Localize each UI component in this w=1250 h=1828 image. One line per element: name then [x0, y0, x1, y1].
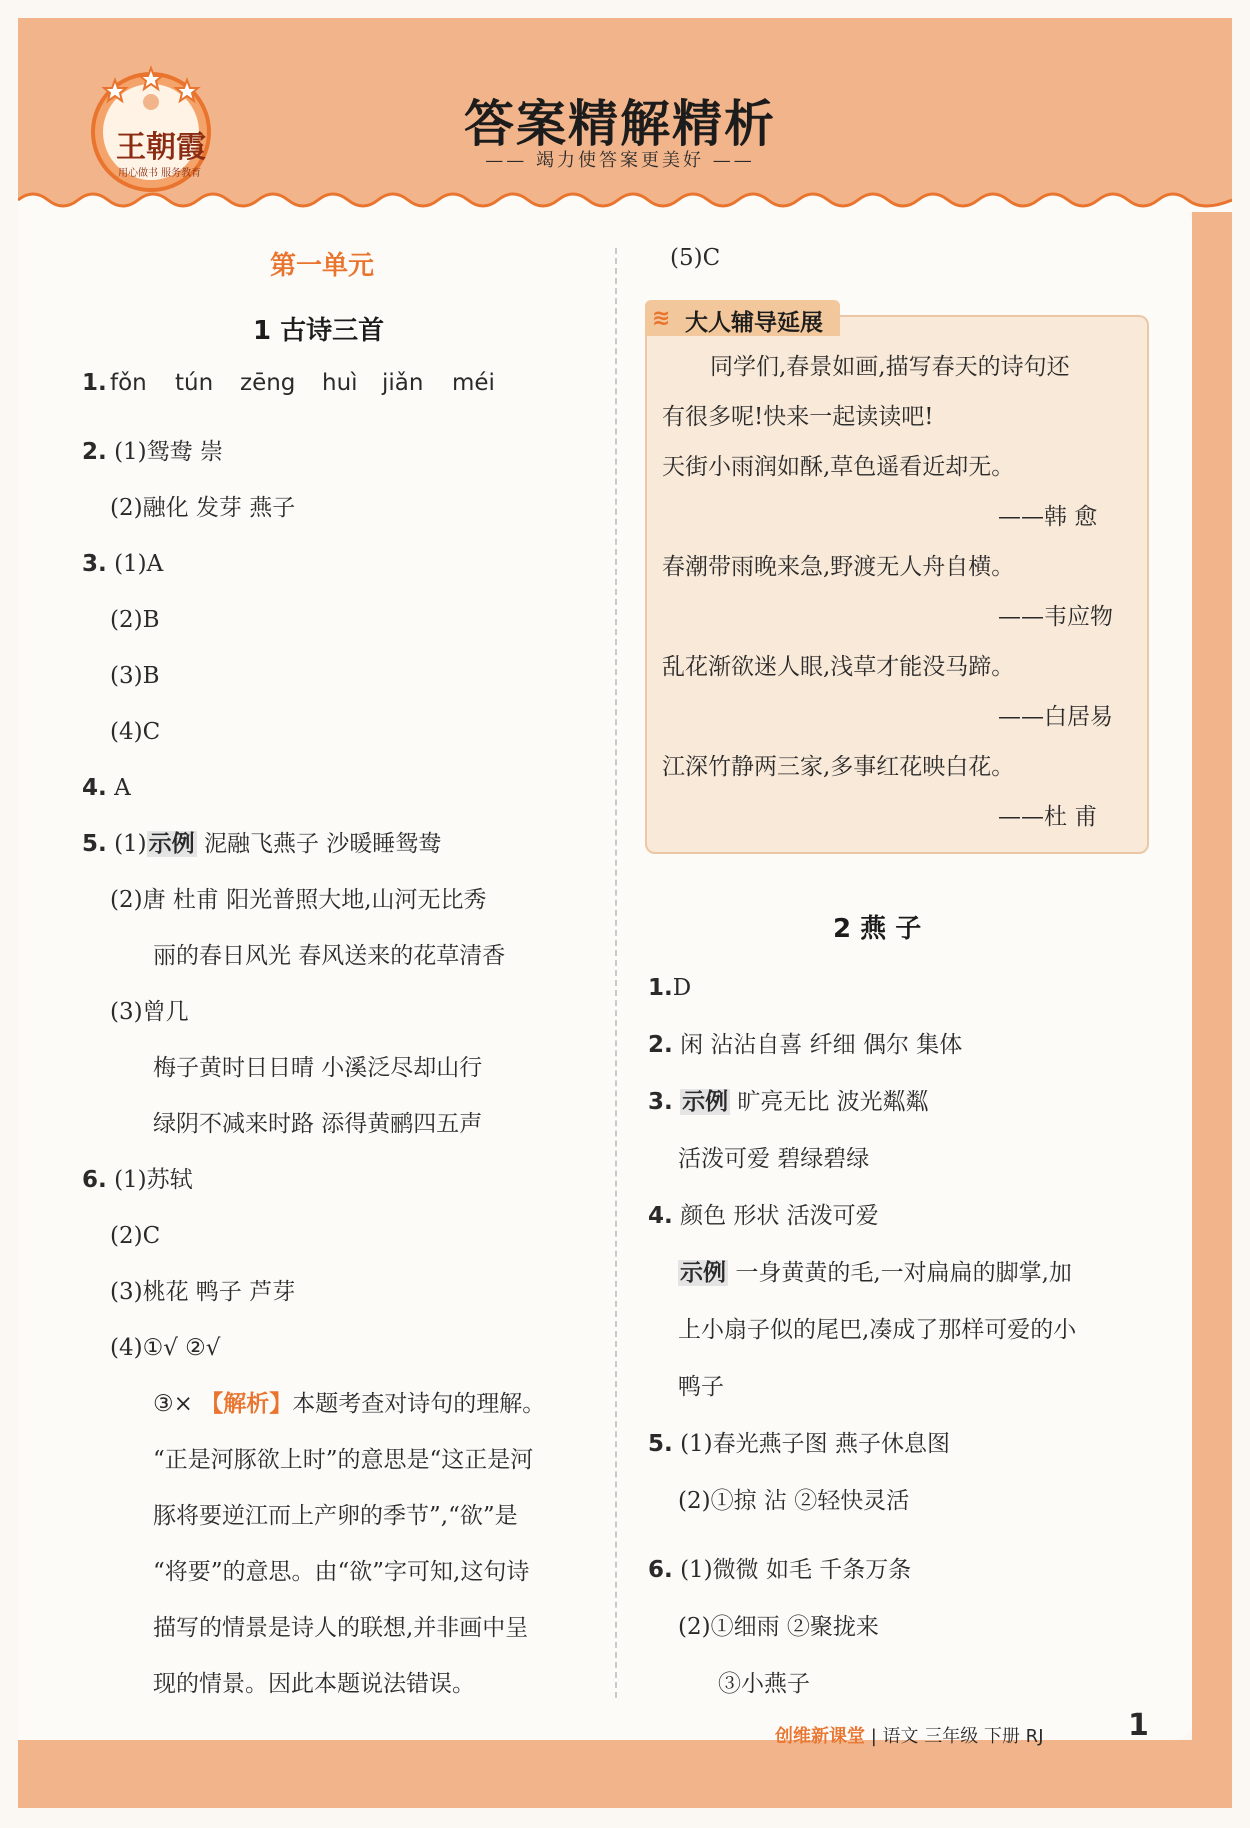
q6-line7: 豚将要逆江而上产卵的季节”,“欲”是 [153, 1503, 518, 1529]
logo-slogan: 用心做书 服务教育 [118, 168, 202, 179]
q6-line3: (3)桃花 鸭子 芦芽 [110, 1279, 296, 1305]
box-line-6: ——韦应物 [998, 604, 1113, 630]
box-line-2: 有很多呢!快来一起读读吧! [662, 404, 934, 430]
extension-box-title: 大人辅导延展 [685, 310, 823, 336]
q5-line4: (3)曾几 [110, 999, 189, 1025]
q5-line6: 绿阴不减来时路 添得黄鹂四五声 [153, 1111, 483, 1137]
box-line-3: 天街小雨润如酥,草色遥看近却无。 [662, 454, 1015, 480]
q2-line2: (2)融化 发芽 燕子 [110, 495, 296, 521]
r5-line1: 5. (1)春光燕子图 燕子休息图 [648, 1431, 950, 1457]
r4-line4: 鸭子 [678, 1374, 724, 1400]
box-line-7: 乱花渐欲迷人眼,浅草才能没马蹄。 [662, 654, 1015, 680]
q2-line1: 2. (1)鸳鸯 崇 [82, 439, 223, 465]
page-subtitle: —— 竭力使答案更美好 —— [485, 150, 755, 171]
box-line-5: 春潮带雨晚来急,野渡无人舟自横。 [662, 554, 1015, 580]
pinyin-1: fǒn [110, 370, 147, 396]
q3-line2: (2)B [110, 607, 160, 633]
r4-line2: 示例 一身黄黄的毛,一对扁扁的脚掌,加 [680, 1260, 1072, 1286]
footer-info [775, 1722, 1044, 1748]
q6-line1: 6. (1)苏轼 [82, 1167, 193, 1193]
r-q6-5: (5)C [670, 245, 721, 271]
q4-line: 4. A [82, 775, 131, 801]
footer-brand: 创维新课堂 [775, 1726, 865, 1747]
pinyin-3: zēng [240, 370, 296, 396]
r3-line1: 3. 示例 旷亮无比 波光粼粼 [648, 1089, 929, 1115]
pinyin-5: jiǎn [382, 370, 424, 396]
page-title: 答案精解精析 [464, 95, 776, 153]
unit-title: 第一单元 [270, 251, 375, 281]
r5-line2: (2)①掠 沾 ②轻快灵活 [678, 1488, 910, 1514]
q6-line6: “正是河豚欲上时”的意思是“这正是河 [153, 1447, 534, 1473]
pinyin-2: tún [175, 370, 214, 396]
q1-number: 1. [82, 370, 107, 396]
column-divider [615, 248, 617, 1698]
r6-line1: 6. (1)微微 如毛 千条万条 [648, 1557, 912, 1583]
lesson1-title: 1 古诗三首 [253, 316, 385, 346]
r6-line3: ③小燕子 [718, 1671, 810, 1697]
r2-line: 2. 闲 沾沾自喜 纤细 偶尔 集体 [648, 1032, 963, 1058]
q6-line5: ③× 【解析】本题考查对诗句的理解。 [153, 1391, 546, 1417]
lesson2-title: 2 燕 子 [833, 914, 922, 944]
box-line-1: 同学们,春景如画,描写春天的诗句还 [710, 354, 1070, 380]
q5-line3: 丽的春日风光 春风送来的花草清香 [153, 943, 506, 969]
r3-line2: 活泼可爱 碧绿碧绿 [678, 1146, 870, 1172]
q3-line1: 3. (1)A [82, 551, 164, 577]
subtitle-text: 竭力使答案更美好 [536, 150, 704, 171]
analysis-tag: 【解析】 [200, 1391, 293, 1417]
q5-line1: 5. (1)示例 泥融飞燕子 沙暖睡鸳鸯 [82, 831, 442, 857]
pinyin-6: méi [452, 370, 495, 396]
pinyin-4: huì [322, 370, 358, 396]
wave-icon: ≋ [652, 306, 671, 331]
box-line-9: 江深竹静两三家,多事红花映白花。 [662, 754, 1015, 780]
example-tag: 示例 [680, 1260, 726, 1286]
q3-line3: (3)B [110, 663, 160, 689]
box-line-4: ——韩 愈 [998, 504, 1098, 530]
box-line-10: ——杜 甫 [998, 804, 1098, 830]
logo-wordmark: 王朝霞 [116, 130, 206, 165]
page-number: 1 [1128, 1708, 1149, 1743]
footer-details: | 语文 三年级 下册 RJ [870, 1726, 1044, 1747]
q6-line8: “将要”的意思。由“欲”字可知,这句诗 [153, 1559, 530, 1585]
q6-line4: (4)①√ ②√ [110, 1335, 221, 1361]
box-line-8: ——白居易 [998, 704, 1113, 730]
r4-line3: 上小扇子似的尾巴,凑成了那样可爱的小 [678, 1317, 1077, 1343]
right-border [1192, 208, 1232, 1808]
r4-line1: 4. 颜色 形状 活泼可爱 [648, 1203, 879, 1229]
q5-line5: 梅子黄时日日晴 小溪泛尽却山行 [153, 1055, 483, 1081]
q6-line2: (2)C [110, 1223, 161, 1249]
example-tag: 示例 [148, 831, 195, 857]
q3-line4: (4)C [110, 719, 161, 745]
q6-line9: 描写的情景是诗人的联想,并非画中呈 [153, 1615, 529, 1641]
q6-line10: 现的情景。因此本题说法错误。 [153, 1671, 475, 1697]
bottom-border [18, 1740, 1232, 1808]
r6-line2: (2)①细雨 ②聚拢来 [678, 1614, 879, 1640]
q5-line2: (2)唐 杜甫 阳光普照大地,山河无比秀 [110, 887, 487, 913]
r1-line: 1.D [648, 975, 692, 1001]
example-tag: 示例 [682, 1089, 729, 1115]
